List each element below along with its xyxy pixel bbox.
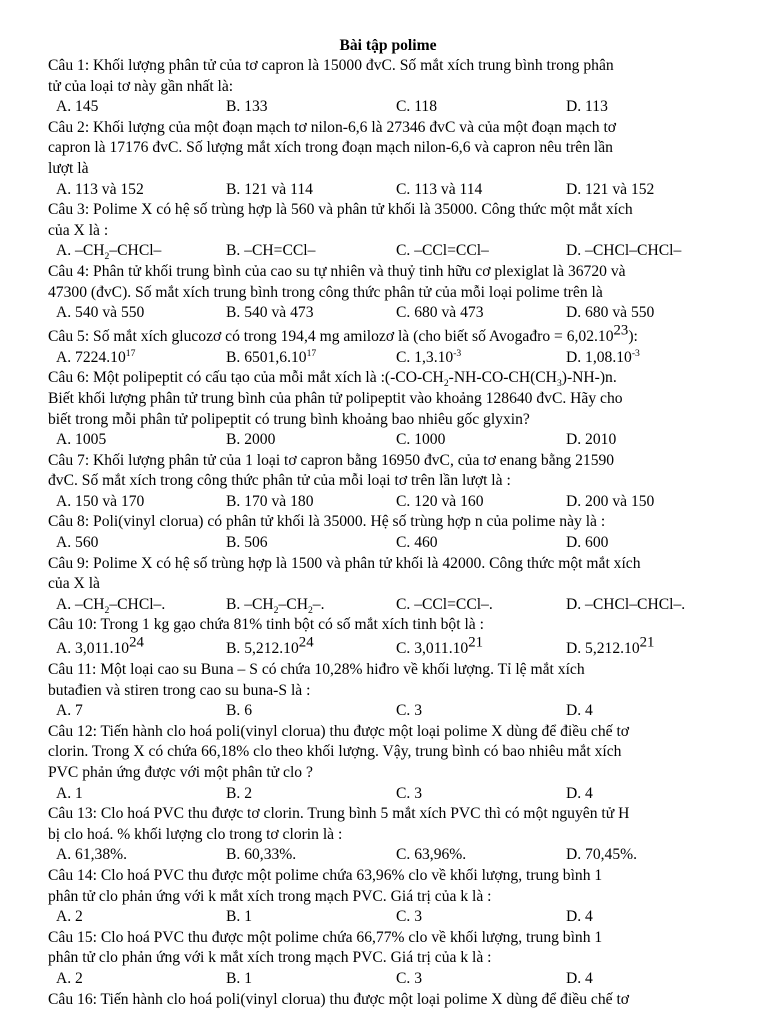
answer-option-c: C. 3 [396, 969, 422, 987]
question-text-line: lượt là [48, 159, 89, 177]
question-text-line: Câu 15: Clo hoá PVC thu được một polime chứa 66,77% clo về khối lượng, trung bình 1 [48, 928, 603, 946]
question-11 [48, 660, 728, 722]
answer-option-b: B. $-CH_2-CH_2-$. [226, 595, 325, 616]
question-text-line: Câu 3: Polime X có hệ số trùng hợp là 560 và phân tử khối là 35000. Công thức một mắt xích [48, 201, 633, 219]
answer-options [48, 430, 728, 451]
answer-option-c: C. 1000 [396, 431, 446, 449]
question-10 [48, 615, 728, 660]
question-text-line: Câu 11: Một loại cao su Buna – S có chứa 10,28% hiđro về khối lượng. Tỉ lệ mắt xích [48, 661, 585, 679]
answer-options [48, 907, 728, 928]
answer-option-c: C. 3 [396, 784, 422, 802]
answer-option-d: D. 680 và 550 [566, 304, 655, 322]
question-text-line: Câu 9: Polime X có hệ số trùng hợp là 1500 và phân tử khối là 42000. Công thức một mắt xích [48, 554, 641, 572]
question-text-line: Câu 14: Clo hoá PVC thu được một polime chứa 63,96% clo về khối lượng, trung bình 1 [48, 866, 603, 884]
answer-options [48, 701, 728, 722]
question-13 [48, 804, 728, 866]
question-text-line: của X là [48, 575, 100, 593]
question-text-line: bị clo hoá. % khối lượng clo trong tơ clorin là : [48, 825, 343, 843]
question-9 [48, 554, 728, 616]
answer-options [48, 533, 728, 554]
answer-option-c: C. 118 [396, 98, 438, 116]
answer-option-b: B. 2000 [226, 431, 276, 449]
answer-option-d: D. 4 [566, 702, 593, 720]
question-16 [48, 990, 728, 1011]
answer-option-b: B. 5,212.1024 [226, 634, 314, 658]
answer-option-d: D. $1,08.10^{-3}$ [566, 347, 640, 366]
question-text-line: Câu 4: Phân tử khối trung bình của cao su tự nhiên và thuỷ tinh hữu cơ plexiglat là 36720 và [48, 262, 626, 280]
question-text-line: butađien và stiren trong cao su buna-S là : [48, 681, 311, 699]
answer-option-d: D. 2010 [566, 431, 617, 449]
question-text-line: Câu 12: Tiến hành clo hoá poli(vinyl clorua) thu được một loại polime X dùng để điều chế tơ [48, 722, 630, 740]
question-4 [48, 262, 728, 324]
answer-option-b: B. 60,33%. [226, 846, 297, 864]
answer-options [48, 969, 728, 990]
answer-option-d: D. 600 [566, 534, 609, 552]
answer-option-d: D. 121 và 152 [566, 180, 655, 198]
answer-options [48, 636, 728, 660]
answer-option-a: A. 150 và 170 [56, 492, 145, 510]
answer-option-c: C. 113 và 114 [396, 180, 483, 198]
question-text-line: clorin. Trong X có chứa 66,18% clo theo khối lượng. Vậy, trung bình có bao nhiêu mắt xích [48, 743, 622, 761]
answer-options [48, 97, 728, 118]
question-text-line: Câu 10: Trong 1 kg gạo chứa 81% tinh bột có số mắt xích tinh bột là : [48, 616, 484, 634]
question-text-line: tử của loại tơ này gần nhất là: [48, 77, 234, 95]
answer-option-c: C. 460 [396, 534, 438, 552]
answer-option-d: D. 200 và 150 [566, 492, 655, 510]
question-text-line: Câu 13: Clo hoá PVC thu được tơ clorin. Trung bình 5 mắt xích PVC thì có một nguyên tử H [48, 805, 630, 823]
document-title: Bài tập polime [339, 37, 437, 54]
answer-option-b: B. 121 và 114 [226, 180, 313, 198]
answer-option-a: A. $-CH_2-CHCl-$. [56, 595, 166, 616]
answer-option-b: B. 1 [226, 969, 252, 987]
answer-option-d: D. 4 [566, 969, 593, 987]
question-8 [48, 512, 728, 553]
question-text-line: 47300 (đvC). Số mắt xích trung bình trong công thức phân tử của mỗi loại polime trên là [48, 283, 603, 301]
question-text-line: phân tử clo phản ứng với k mắt xích trong mạch PVC. Giá trị của k là : [48, 949, 492, 967]
question-text-line: PVC phản ứng được với một phân tử clo ? [48, 764, 313, 781]
question-15 [48, 928, 728, 990]
answer-option-c: C. $1,3.10^{-3}$ [396, 347, 462, 366]
question-text-line: Biết khối lượng phân tử trung bình của phân tử polipeptit vào khoảng 128640 đvC. Hãy cho [48, 389, 623, 407]
question-text-line: phân tử clo phản ứng với k mắt xích trong mạch PVC. Giá trị của k là : [48, 887, 492, 905]
answer-options [48, 348, 728, 369]
answer-option-a: A. 7224.10$^{17}$ [56, 347, 136, 366]
answer-option-a: A. 61,38%. [56, 846, 128, 864]
answer-option-c: C. 680 và 473 [396, 304, 484, 322]
answer-option-a: A. 540 và 550 [56, 304, 145, 322]
question-text-line: capron là 17176 đvC. Số lượng mắt xích trong đoạn mạch nilon-6,6 và capron nêu trên lần [48, 139, 613, 157]
answer-option-c: C. 120 và 160 [396, 492, 484, 510]
question-1 [48, 56, 728, 118]
answer-option-d: D. 113 [566, 98, 608, 116]
question-text-line: biết trong mỗi phân tử polipeptit có trung bình khoảng bao nhiêu gốc glyxin? [48, 410, 530, 428]
answer-option-b: B. 2 [226, 784, 252, 802]
answer-options [48, 303, 728, 324]
answer-option-a: A. $-CH_2-CHCl-$ [56, 242, 162, 263]
question-text-line: Câu 5: Số mắt xích glucozơ có trong 194,4 mg amilozơ là (cho biết số Avogađro = 6,02.1023): [48, 322, 638, 345]
answer-option-b: B. 1 [226, 908, 252, 926]
answer-option-d: D. –CHCl–CHCl– [566, 242, 682, 260]
answer-option-b: B. 506 [226, 534, 268, 552]
answer-option-b: B. –CH=CCl– [226, 242, 316, 260]
question-5 [48, 324, 728, 369]
answer-option-d: D. –CHCl–CHCl–. [566, 595, 686, 613]
answer-option-c: C. –CCl=CCl–. [396, 595, 493, 613]
question-text-line: Câu 6: Một polipeptit có cấu tạo của mỗi mắt xích là $:(-CO-CH_2-NH-CO-CH(CH_3)-NH-)n$. [48, 369, 617, 390]
question-14 [48, 866, 728, 928]
answer-option-a: A. 7 [56, 702, 83, 720]
answer-option-c: C. 3 [396, 908, 422, 926]
question-6 [48, 368, 728, 450]
answer-option-a: A. 2 [56, 908, 83, 926]
question-7 [48, 451, 728, 513]
question-12 [48, 722, 728, 804]
answer-option-c: C. 3,011.1021 [396, 634, 484, 658]
answer-option-a: A. 145 [56, 98, 99, 116]
question-2 [48, 118, 728, 200]
question-3 [48, 200, 728, 262]
answer-option-b: B. 170 và 180 [226, 492, 314, 510]
answer-options [48, 180, 728, 201]
answer-option-a: A. 3,011.1024 [56, 634, 144, 658]
question-list [48, 56, 728, 1010]
answer-options [48, 784, 728, 805]
answer-option-b: B. 6 [226, 702, 252, 720]
answer-option-a: A. 2 [56, 969, 83, 987]
answer-options [48, 595, 728, 616]
answer-options [48, 845, 728, 866]
answer-option-c: C. –CCl=CCl– [396, 242, 489, 260]
answer-option-d: D. 5,212.1021 [566, 634, 655, 658]
question-text-line: Câu 2: Khối lượng của một đoạn mạch tơ nilon-6,6 là 27346 đvC và của một đoạn mạch tơ [48, 118, 617, 136]
question-text-line: Câu 16: Tiến hành clo hoá poli(vinyl clorua) thu được một loại polime X dùng để điều chế tơ [48, 990, 630, 1008]
answer-option-a: A. 113 và 152 [56, 180, 144, 198]
answer-option-b: B. 133 [226, 98, 268, 116]
question-text-line: Câu 7: Khối lượng phân tử của 1 loại tơ capron bằng 16950 đvC, của tơ enang bằng 21590 [48, 451, 615, 469]
answer-option-d: D. 70,45%. [566, 846, 638, 864]
answer-option-c: C. 3 [396, 702, 422, 720]
question-text-line: Câu 1: Khối lượng phân tử của tơ capron là 15000 đvC. Số mắt xích trung bình trong phân [48, 57, 614, 74]
answer-options [48, 241, 728, 262]
answer-option-d: D. 4 [566, 784, 593, 802]
answer-option-d: D. 4 [566, 908, 593, 926]
question-text-line: Câu 8: Poli(vinyl clorua) có phân tử khối là 35000. Hệ số trùng hợp n của polime này là : [48, 513, 606, 531]
answer-option-a: A. 1 [56, 784, 83, 802]
answer-option-b: B. 540 và 473 [226, 304, 314, 322]
answer-options [48, 492, 728, 513]
question-text-line: đvC. Số mắt xích trong công thức phân tử của mỗi loại tơ trên lần lượt là : [48, 472, 511, 490]
answer-option-a: A. 560 [56, 534, 99, 552]
answer-option-b: B. 6501,6.10$^{17}$ [226, 347, 317, 366]
question-text-line: của X là : [48, 221, 109, 239]
answer-option-a: A. 1005 [56, 431, 107, 449]
answer-option-c: C. 63,96%. [396, 846, 467, 864]
